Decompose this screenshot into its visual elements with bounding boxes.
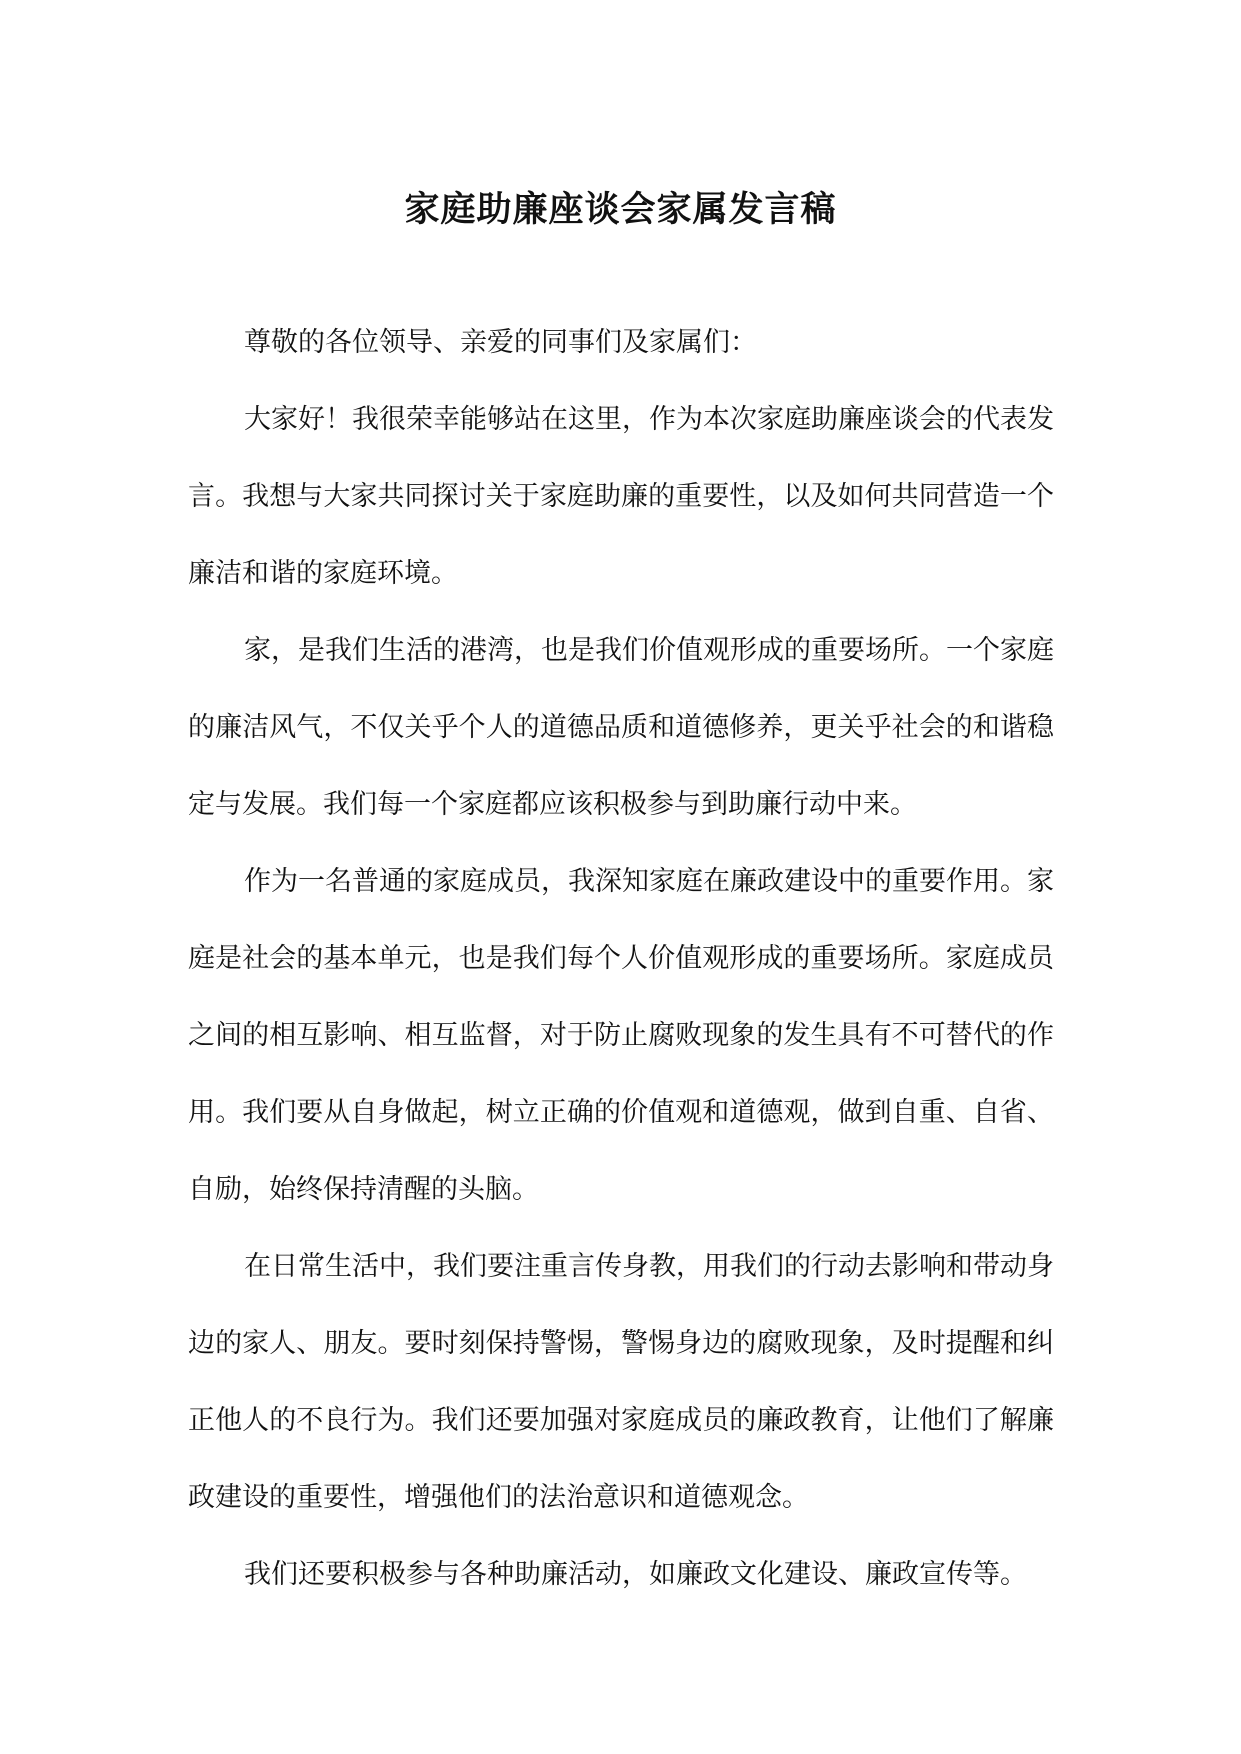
document-title: 家庭助廉座谈会家属发言稿 [404,189,837,230]
document-body [188,304,1054,1613]
paragraph-daily-life: 在日常生活中，我们要注重言传身教，用我们的行动去影响和带动身边的家人、朋友。要时刻保持警惕，警惕身边的腐败现象，及时提醒和纠正他人的不良行为。我们还要加强对家庭成员的廉政教育，让他们了解廉政建设的重要性，增强他们的法治意识和道德观念。 [188,1251,1054,1513]
paragraph-family-role: 作为一名普通的家庭成员，我深知家庭在廉政建设中的重要作用。家庭是社会的基本单元，也是我们每个人价值观形成的重要场所。家庭成员之间的相互影响、相互监督，对于防止腐败现象的发生具有不可替代的作用。我们要从自身做起，树立正确的价值观和道德观，做到自重、自省、自励，始终保持清醒的头脑。 [188,866,1054,1205]
paragraph-salutation: 尊敬的各位领导、亲爱的同事们及家属们： [244,327,757,358]
paragraph-activities: 我们还要积极参与各种助廉活动，如廉政文化建设、廉政宣传等。 [244,1559,1027,1590]
paragraph-home-values: 家，是我们生活的港湾，也是我们价值观形成的重要场所。一个家庭的廉洁风气，不仅关乎个人的道德品质和道德修养，更关乎社会的和谐稳定与发展。我们每一个家庭都应该积极参与到助廉行动中来。 [188,635,1054,820]
paragraph-greeting: 大家好！我很荣幸能够站在这里，作为本次家庭助廉座谈会的代表发言。我想与大家共同探讨关于家庭助廉的重要性，以及如何共同营造一个廉洁和谐的家庭环境。 [188,404,1054,589]
